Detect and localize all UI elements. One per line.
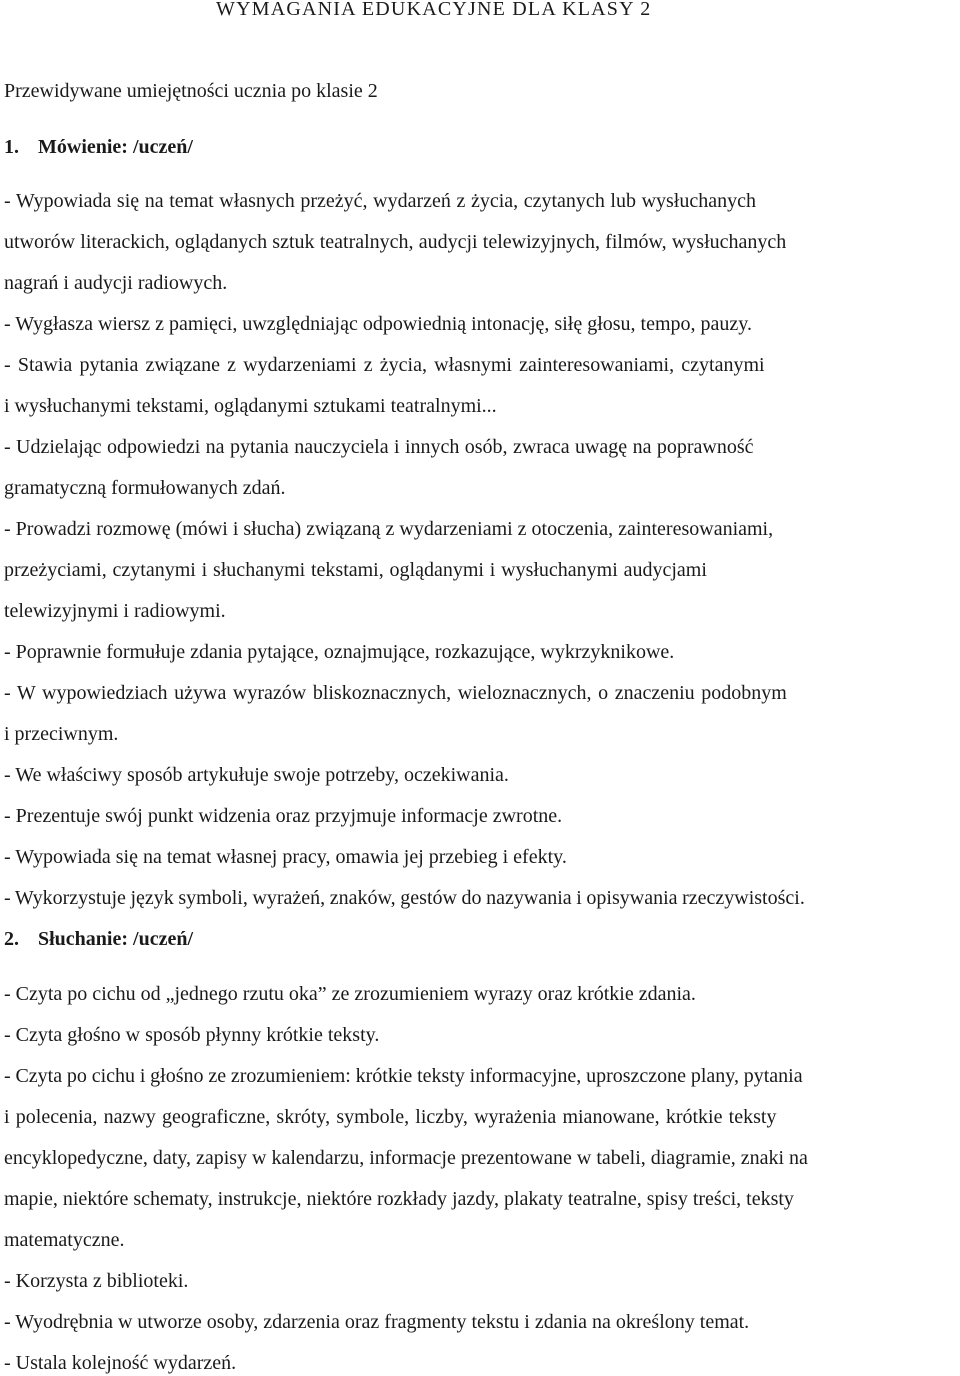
document-title: WYMAGANIA EDUKACYJNE DLA KLASY 2 — [216, 0, 652, 20]
list-item: - Wypowiada się na temat własnej pracy, omawia jej przebieg i efekty. — [4, 846, 567, 868]
list-item-continuation: i przeciwnym. — [4, 723, 119, 745]
list-item: - We właściwy sposób artykułuje swoje potrzeby, oczekiwania. — [4, 764, 509, 786]
list-item: - Wyodrębnia w utworze osoby, zdarzenia oraz fragmenty tekstu i zdania na określony temat. — [4, 1311, 750, 1333]
list-item-continuation: i polecenia, nazwy geograficzne, skróty, symbole, liczby, wyrażenia mianowane, krótkie teksty — [4, 1106, 777, 1128]
list-item-continuation: matematyczne. — [4, 1229, 125, 1251]
list-item: - Wypowiada się na temat własnych przeżyć, wydarzeń z życia, czytanych lub wysłuchanych — [4, 190, 756, 212]
list-item: - Poprawnie formułuje zdania pytające, oznajmujące, rozkazujące, wykrzyknikowe. — [4, 641, 675, 663]
list-item: - Czyta po cichu od „jednego rzutu oka” ze zrozumieniem wyrazy oraz krótkie zdania. — [4, 983, 696, 1005]
list-item: - Stawia pytania związane z wydarzeniami z życia, własnymi zainteresowaniami, czytanymi — [4, 354, 765, 376]
list-item: - Wygłasza wiersz z pamięci, uwzględniając odpowiednią intonację, siłę głosu, tempo, pauzy. — [4, 313, 752, 335]
list-item: - Korzysta z biblioteki. — [4, 1270, 189, 1292]
list-item: - Prowadzi rozmowę (mówi i słucha) związaną z wydarzeniami z otoczenia, zainteresowaniami, — [4, 518, 774, 540]
section-title: Mówienie: /uczeń/ — [38, 136, 193, 158]
list-item-continuation: telewizyjnymi i radiowymi. — [4, 600, 226, 622]
list-item-continuation: encyklopedyczne, daty, zapisy w kalendarzu, informacje prezentowane w tabeli, diagramie, znaki na — [4, 1147, 808, 1169]
list-item-continuation: gramatyczną formułowanych zdań. — [4, 477, 286, 499]
section-heading-speaking — [4, 134, 193, 160]
list-item: - Czyta głośno w sposób płynny krótkie teksty. — [4, 1024, 380, 1046]
list-item: - Wykorzystuje język symboli, wyrażeń, znaków, gestów do nazywania i opisywania rzeczywistości. — [4, 887, 805, 909]
section-number: 1. — [4, 136, 19, 158]
list-item: - W wypowiedziach używa wyrazów bliskoznacznych, wieloznacznych, o znaczeniu podobnym — [4, 682, 787, 704]
list-item: - Udzielając odpowiedzi na pytania nauczyciela i innych osób, zwraca uwagę na poprawność — [4, 436, 754, 458]
section-number: 2. — [4, 928, 19, 950]
document-subtitle: Przewidywane umiejętności ucznia po klasie 2 — [4, 80, 378, 102]
list-item-continuation: przeżyciami, czytanymi i słuchanymi tekstami, oglądanymi i wysłuchanymi audycjami — [4, 559, 707, 581]
section-heading-listening — [4, 926, 193, 952]
list-item: - Czyta po cichu i głośno ze zrozumieniem: krótkie teksty informacyjne, uproszczone plany, pytania — [4, 1065, 803, 1087]
list-item-continuation: nagrań i audycji radiowych. — [4, 272, 228, 294]
list-item-continuation: mapie, niektóre schematy, instrukcje, niektóre rozkłady jazdy, plakaty teatralne, spisy treści, teksty — [4, 1188, 794, 1210]
section-title: Słuchanie: /uczeń/ — [38, 928, 194, 950]
list-item: - Prezentuje swój punkt widzenia oraz przyjmuje informacje zwrotne. — [4, 805, 563, 827]
list-item-continuation: utworów literackich, oglądanych sztuk teatralnych, audycji telewizyjnych, filmów, wysłuchanych — [4, 231, 787, 253]
list-item: - Ustala kolejność wydarzeń. — [4, 1352, 237, 1374]
list-item-continuation: i wysłuchanymi tekstami, oglądanymi sztukami teatralnymi... — [4, 395, 497, 417]
